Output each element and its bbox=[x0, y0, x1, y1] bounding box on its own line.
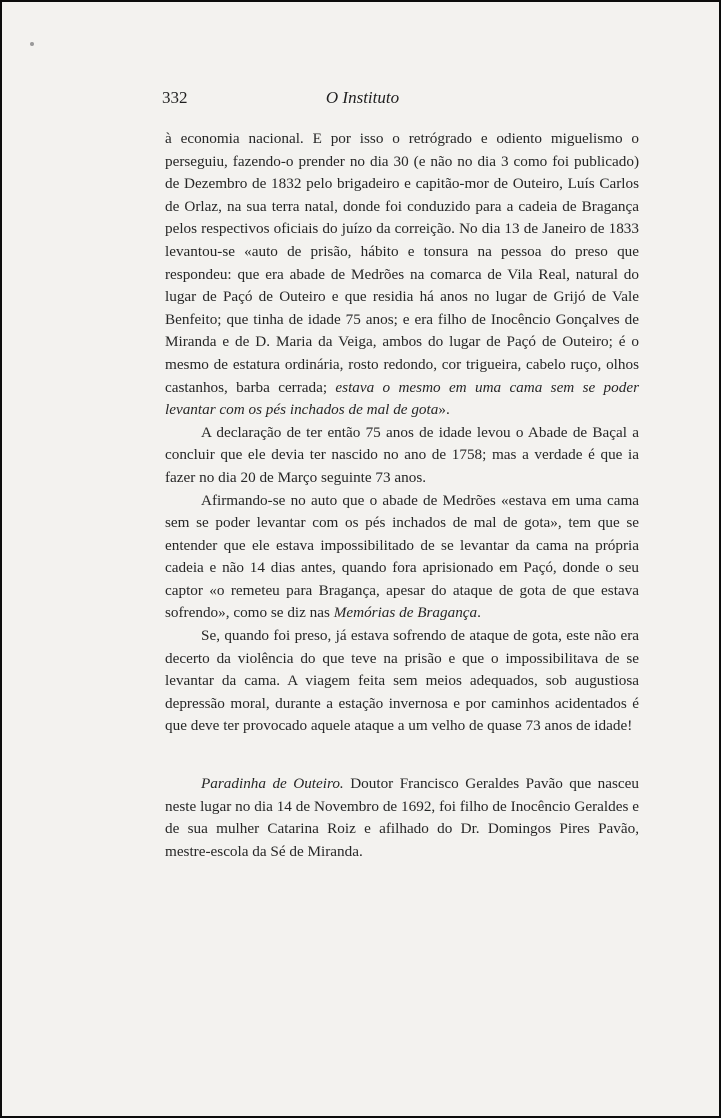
paragraph-1-text: à economia nacional. E por isso o retrógrado e odiento miguelismo o perseguiu, fazendo-o prender no dia 30 (e não no dia 3 como foi publicado) de Dezembro de 1832 pelo brigadeiro e capitão-mor de Outeiro, Luís Carlos de Orlaz, na sua terra natal, donde foi conduzido para a cadeia de Bragança pelos respectivos oficiais do juízo da correição. No dia 13 de Janeiro de 1833 levantou-se «auto de prisão, hábito e tonsura na pessoa do preso que respondeu: que era abade de Medrões na comarca de Vila Real, natural do lugar de Paçó de Outeiro e que residia há anos no lugar de Grijó de Vale Benfeito; que tinha de idade 75 anos; e era filho de Inocêncio Gonçalves de Miranda e de D. Maria da Veiga, ambos do lugar de Paçó de Outeiro; é o mesmo de estatura ordinária, rosto redondo, cor trigueira, cabelo ruço, olhos castanhos, barba cerrada; bbox=[165, 130, 639, 396]
paragraph-5-heading: Paradinha de Outeiro. bbox=[201, 775, 344, 793]
paragraph-4: Se, quando foi preso, já estava sofrendo de ataque de gota, este não era decerto da violência do que teve na prisão e que o impossibilitava de se levantar da cama. A viagem feita sem meios adequados, sob augustiosa depressão moral, durante a estação invernosa e por caminhos acidentados é que deve ter provocado aquele ataque a um velho de quase 73 anos de idade! bbox=[165, 627, 639, 735]
paragraph-3 bbox=[165, 490, 639, 626]
body-text bbox=[165, 128, 639, 863]
paragraph-5 bbox=[165, 773, 639, 863]
paragraph-1-quote: estava o mesmo em uma cama sem se poder levantar com os pés inchados de mal de gota bbox=[165, 378, 639, 419]
running-head: O Instituto bbox=[325, 88, 400, 107]
section-gap bbox=[165, 738, 639, 773]
paragraph-1-end: ». bbox=[438, 401, 450, 419]
paragraph-5-text: Doutor Francisco Geraldes Pavão que nasceu neste lugar no dia 14 de Novembro de 1692, foi filho de Inocêncio Geraldes e de sua mulher Catarina Roiz e afilhado do Dr. Domingos Pires Pavão, mestre-escola da Sé de Miranda. bbox=[165, 775, 639, 860]
paragraph-3-end: . bbox=[477, 604, 481, 622]
speck bbox=[30, 42, 34, 46]
paragraph-3-text: Afirmando-se no auto que o abade de Medrões «estava em uma cama sem se poder levantar com os pés inchados de mal de gota», tem que se entender que ele estava impossibilitado de se levantar da cama na própria cadeia e não 14 dias antes, quando fora aprisionado em Paçó, donde o seu captor «o remeteu para Bragança, apesar do ataque de gota de que estava sofrendo», como se diz nas bbox=[165, 491, 639, 622]
paragraph-2: A declaração de ter então 75 anos de idade levou o Abade de Baçal a concluir que ele devia ter nascido no ano de 1758; mas a verdade é que ia fazer no dia 20 de Março seguinte 73 anos. bbox=[165, 423, 639, 486]
page-number: 332 bbox=[162, 88, 188, 107]
paragraph-3-citation: Memórias de Bragança bbox=[333, 604, 478, 622]
paragraph-1 bbox=[165, 128, 639, 422]
